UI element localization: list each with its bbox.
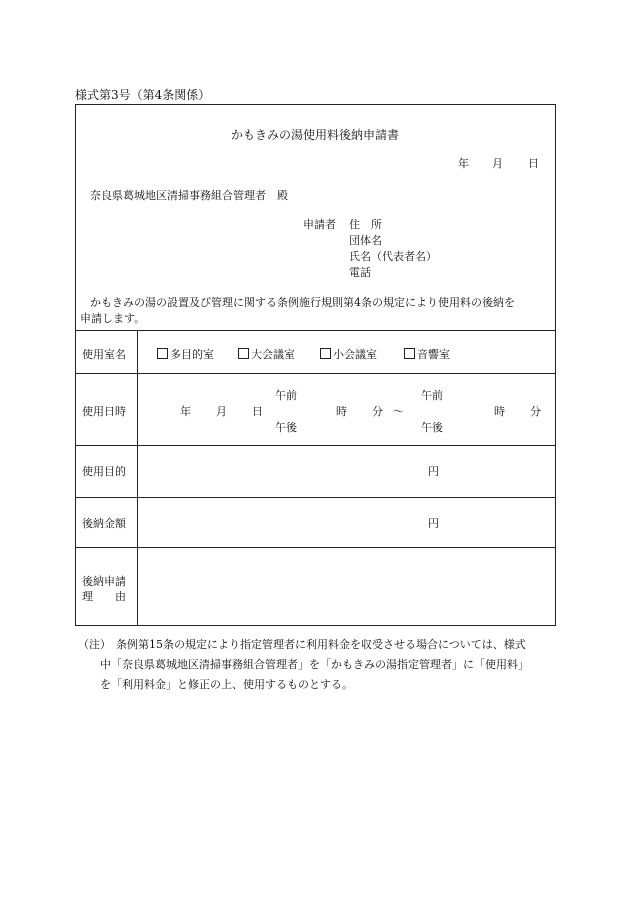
note-prefix: （注） <box>78 638 111 651</box>
start-pm: 午後 <box>275 421 297 434</box>
room-label: 使用室名 <box>82 348 126 361</box>
start-minute: 分 <box>372 405 383 418</box>
end-minute: 分 <box>530 405 541 418</box>
note-line2: 中「奈良県葛城地区清掃事務組合管理者」を「かもきみの湯指定管理者」に「使用料」 <box>100 658 529 671</box>
date-day: 日 <box>528 157 539 170</box>
range-tilde: 〜 <box>393 405 404 418</box>
applicant-phone: 電話 <box>349 266 371 279</box>
purpose-yen: 円 <box>428 465 439 478</box>
applicant-name: 氏名（代表者名） <box>349 250 437 263</box>
divider <box>75 547 556 548</box>
checkbox[interactable] <box>404 348 415 359</box>
date-year: 年 <box>458 157 469 170</box>
form-title: かもきみの湯使用料後納申請書 <box>230 128 399 142</box>
body-text-line1: かもきみの湯の設置及び管理に関する条例施行規則第4条の規定により使用料の後納を <box>90 296 515 309</box>
start-am: 午前 <box>275 389 297 402</box>
reason-label-line1: 後納申請 <box>82 575 126 588</box>
room-option-label: 音響室 <box>417 348 450 361</box>
end-hour: 時 <box>494 405 505 418</box>
note-line3: を「利用料金」と修正の上、使用するものとする。 <box>100 678 353 691</box>
divider <box>75 445 556 446</box>
divider <box>75 330 556 331</box>
room-option-label: 小会議室 <box>333 348 377 361</box>
divider <box>75 373 556 374</box>
purpose-label: 使用目的 <box>82 465 126 478</box>
checkbox[interactable] <box>320 348 331 359</box>
checkbox[interactable] <box>238 348 249 359</box>
divider <box>75 497 556 498</box>
applicant-organization: 団体名 <box>349 234 382 247</box>
amount-yen: 円 <box>428 517 439 530</box>
room-option-large-meeting[interactable] <box>238 346 295 362</box>
end-pm: 午後 <box>421 421 443 434</box>
body-text-line2: 申請します。 <box>80 312 146 325</box>
amount-label: 後納金額 <box>82 517 126 530</box>
end-am: 午前 <box>421 389 443 402</box>
addressee: 奈良県葛城地区清掃事務組合管理者 殿 <box>90 189 288 202</box>
datetime-day: 日 <box>252 405 263 418</box>
datetime-label: 使用日時 <box>82 405 126 418</box>
room-option-sound[interactable] <box>404 346 450 362</box>
checkbox[interactable] <box>157 348 168 359</box>
room-option-label: 多目的室 <box>170 348 214 361</box>
form-number: 様式第3号（第4条関係） <box>75 88 211 102</box>
column-divider <box>137 330 138 626</box>
note-line1: 条例第15条の規定により指定管理者に利用料金を収受させる場合については、様式 <box>116 638 526 651</box>
datetime-month: 月 <box>216 405 227 418</box>
room-option-label: 大会議室 <box>251 348 295 361</box>
room-option-small-meeting[interactable] <box>320 346 377 362</box>
applicant-label: 申請者 <box>303 218 336 231</box>
datetime-year: 年 <box>180 405 191 418</box>
date-month: 月 <box>492 157 503 170</box>
reason-label-line2: 理 由 <box>82 590 126 603</box>
applicant-address: 住 所 <box>349 218 382 231</box>
room-option-multipurpose[interactable] <box>157 346 214 362</box>
start-hour: 時 <box>336 405 347 418</box>
